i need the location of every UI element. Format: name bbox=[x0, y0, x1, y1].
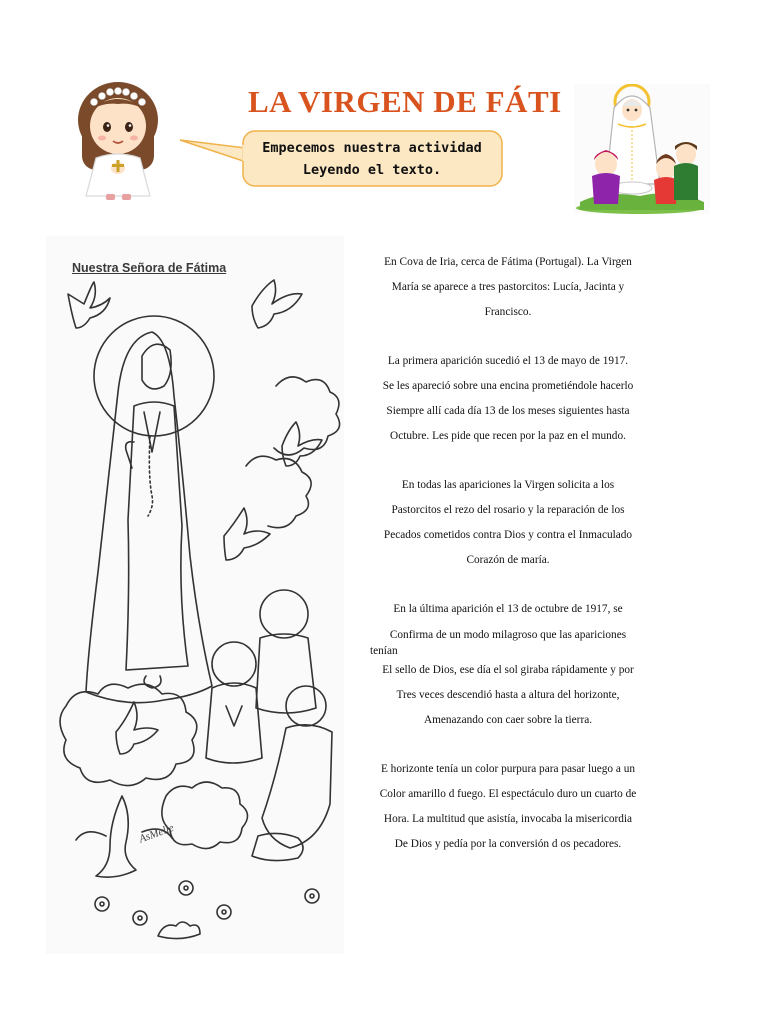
mushroom bbox=[158, 922, 200, 939]
text-line: tenían bbox=[370, 645, 398, 657]
boy-head bbox=[286, 686, 326, 726]
text-line: En la última aparición el 13 de octubre de 1917, se bbox=[393, 603, 623, 615]
first-communion-girl-illustration bbox=[62, 80, 174, 202]
shepherd-francisco bbox=[674, 142, 698, 200]
text-line: Pastorcitos el rezo del rosario y la reparación de los bbox=[391, 504, 625, 516]
text-line: E horizonte tenía un color purpura para pasar luego a un bbox=[380, 763, 636, 775]
virgin-with-shepherds-illustration bbox=[574, 84, 710, 214]
text-line: María se aparece a tres pastorcitos: Lucía, Jacinta y bbox=[391, 281, 625, 293]
speech-bubble-text bbox=[244, 137, 500, 181]
paragraph-3 bbox=[352, 473, 664, 573]
text-line: Siempre allí cada día 13 de los meses siguientes hasta bbox=[386, 405, 630, 417]
tree-trunk bbox=[96, 796, 136, 877]
coloring-page-illustration bbox=[46, 236, 344, 954]
text-line: El sello de Dios, ese día el sol giraba rápidamente y por bbox=[382, 664, 634, 676]
text-line: Francisco. bbox=[484, 306, 532, 318]
dove-top-left bbox=[68, 282, 110, 328]
dove-lower-right bbox=[224, 508, 270, 560]
text-line: Amenazando con caer sobre la tierra. bbox=[423, 714, 593, 726]
paragraph-2 bbox=[352, 349, 664, 449]
coloring-page-caption: Nuestra Señora de Fátima bbox=[72, 261, 227, 275]
text-line: Corazón de maría. bbox=[466, 554, 550, 566]
child-standing-head bbox=[260, 590, 308, 638]
text-line: Color amarillo d fuego. El espectáculo duro un cuarto de bbox=[379, 788, 637, 800]
text-line: De Dios y pedía por la conversión d os pecadores. bbox=[394, 838, 622, 850]
text-line: Octubre. Les pide que recen por la paz en el mundo. bbox=[390, 430, 626, 442]
text-line: Se les apareció sobre una encina prometiéndole hacerlo bbox=[382, 380, 634, 392]
text-line: En todas las apariciones la Virgen solicita a los bbox=[401, 479, 615, 491]
paragraph-5 bbox=[352, 757, 664, 857]
cloud-right-middle bbox=[246, 456, 311, 527]
child-kneeling-head bbox=[212, 642, 256, 686]
page-title: LA VIRGEN DE FÁTI bbox=[248, 84, 562, 119]
text-line: En Cova de Iria, cerca de Fátima (Portugal). La Virgen bbox=[384, 256, 632, 268]
dove-top-right bbox=[252, 280, 302, 328]
text-line: Pecados cometidos contra Dios y contra el Inmaculado bbox=[383, 529, 633, 541]
text-line: Hora. La multitud que asistía, invocaba la misericordia bbox=[383, 813, 633, 825]
paragraph-1 bbox=[352, 250, 664, 325]
speech-bubble-line-1: Empecemos nuestra actividad bbox=[262, 140, 482, 156]
text-line: La primera aparición sucedió el 13 de mayo de 1917. bbox=[387, 355, 629, 367]
paragraph-4 bbox=[352, 597, 664, 733]
cloud-under-virgin bbox=[60, 684, 197, 785]
text-line: Confirma de un modo milagroso que las apariciones bbox=[389, 629, 627, 641]
dove-lower-left bbox=[116, 702, 158, 754]
speech-bubble-line-2: Leyendo el texto. bbox=[302, 162, 442, 178]
story-text bbox=[352, 250, 664, 881]
artist-signature: AsMelle bbox=[137, 821, 176, 846]
girl-face bbox=[90, 98, 146, 154]
text-line: Tres veces descendió hasta a altura del horizonte, bbox=[396, 689, 620, 701]
